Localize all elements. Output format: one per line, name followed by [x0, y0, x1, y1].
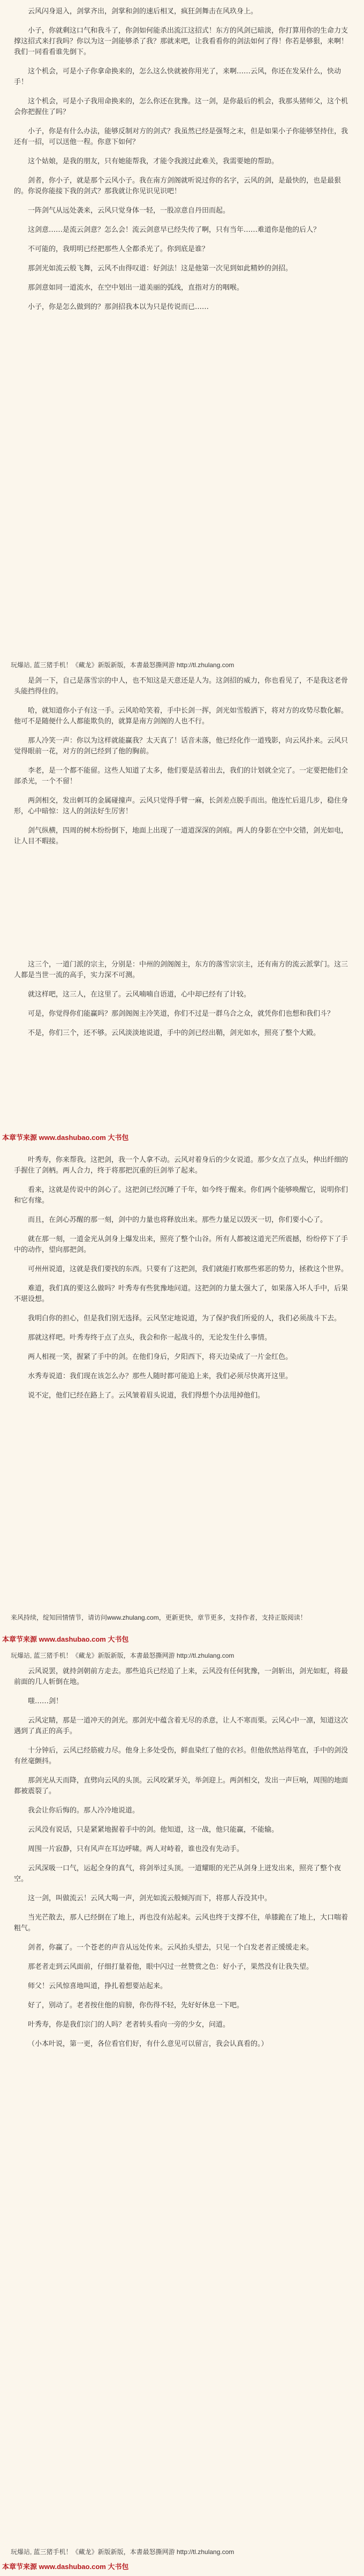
site-banner: [0, 2562, 364, 2572]
paragraph: 那人冷笑一声：你以为这样就能赢我？太天真了！话音未落，他已经化作一道残影，向云风扑来。云风只觉得眼前一花，对方的剑已经到了他的胸前。: [14, 737, 348, 756]
paragraph: 可州州说道，这就是我们要找的东西。只要有了这把剑，我们就能打败那些邪恶的势力，拯救这个世界。: [28, 1265, 348, 1273]
paragraph: 剑者，你赢了。一个苍老的声音从远处传来。云风抬头望去，只见一个白发老者正缓缓走来。: [28, 1944, 314, 1952]
paragraph: 云风说罢，就持剑朝前方走去。那些追兵已经追了上来，云风没有任何犹豫，一剑斩出，剑光如虹，将最前面的几人斩倒在地。: [14, 1667, 348, 1686]
paragraph: （小本叶说，第一更，各位看官们好，有什么意见可以留言，我会认真看的。）: [28, 2040, 268, 2048]
paragraph: 十分钟后，云风已经筋疲力尽。他身上多处受伤，鲜血染红了他的衣衫。但他依然站得笔直，手中的剑没有丝毫颤抖。: [14, 1747, 348, 1765]
paragraph: 云风没有说话，只是紧紧地握着手中的剑。他知道，这一战，他只能赢，不能输。: [28, 1826, 279, 1834]
paragraph-block: [0, 669, 364, 847]
paragraph: 那老者走到云风面前，仔细打量着他，眼中闪过一丝赞赏之色：好小子，果然没有让我失望。: [28, 1963, 314, 1971]
paragraph: 好了，别动了。老者按住他的肩膀，你伤得不轻，先好好休息一下吧。: [28, 2001, 244, 2010]
paragraph: 水秀寿说道：我们现在该怎么办？那些人随时都可能追上来，我们必须尽快离开这里。: [28, 1372, 293, 1380]
paragraph: 小子，你是有什么办法，能够反制对方的剑式？我虽然已经是强弩之末，但是如果小子你能够坚持住，我还有一招，可以送他一程。你意下如何？: [14, 127, 348, 146]
paragraph: 就在那一刻，一道金光从剑身上爆发出来，照亮了整个山谷。所有人都被这道光芒所震撼，纷纷停下了手中的动作，望向那把剑。: [14, 1235, 348, 1254]
promo-notice: 来风持续，绽知回情情节，请访问www.zhulang.com，更新更快，章节更多，支持作者，支持正版阅读！: [11, 1614, 307, 1621]
site-banner-text: 本章节来源 www.dashubao.com 大书包: [2, 1134, 129, 1142]
chapter-segment-3: [0, 953, 364, 1130]
paragraph: 那剑意如同一道流水，在空中划出一道美丽的弧线，直指对方的咽喉。: [28, 284, 244, 292]
watermark-text: 玩爆站, 蓝三猪手机！《藏龙》新版新版，本書最怒撕网游 http://tl.zhulang.com: [11, 2548, 234, 2556]
paragraph: 那就这样吧。叶秀寿终于点了点头，我会和你一起战斗的，无论发生什么事情。: [28, 1334, 272, 1342]
watermark-text: 玩爆站, 蓝三猪手机！《藏龙》新版新版，本書最怒撕网游 http://tl.zhulang.com: [11, 1652, 234, 1659]
paragraph: 那剑光从天而降，直劈向云风的头顶。云风咬紧牙关，举剑迎上。两剑相交，发出一声巨响，周围的地面都被震裂了。: [14, 1777, 348, 1795]
paragraph: 剑气纵横，四周的树木纷纷倒下，地面上出现了一道道深深的剑痕。两人的身影在空中交错，剑光如电，让人目不暇接。: [14, 827, 348, 845]
paragraph: 一阵剑气从远处袭来，云风只觉身体一轻，一股凉意自丹田而起。: [28, 207, 230, 215]
paragraph: 小子，你就剩这口气和我斗了，你剑如何能杀出流江这招式！东方的风剑已暗淡，你打算用你的生命力支撑这招式来打我吗？你以为这一剑能够杀了我？那就来吧，让我看看你的剑法如何了得！你若是够狠，来啊！我们一同看看谁先倒下。: [14, 27, 348, 56]
paragraph: 可是，你觉得你们能赢吗？那剑阁阁主冷笑道，你们不过是一群乌合之众，就凭你们也想和我们斗？: [28, 1010, 335, 1018]
paragraph: 叶秀寿，你是我们宗门的人吗？老者转头看向一旁的少女，问道。: [28, 2021, 230, 2029]
paragraph: 看来，这就是传说中的剑心了。这把剑已经沉睡了千年，如今终于醒来。你们两个能够唤醒它，说明你们和它有缘。: [14, 1186, 348, 1205]
paragraph: 嗤……剑！: [28, 1697, 63, 1705]
paragraph: 这一剑，叫做流云！云风大喝一声，剑光如流云般倾泻而下，将那人吞没其中。: [28, 1894, 272, 1902]
paragraph: 我明白你的担心，但是我们别无选择。云风坚定地说道，为了保护我们所爱的人，我们必须战斗下去。: [28, 1315, 342, 1323]
paragraph-block: [0, 0, 364, 313]
chapter-segment-4: [0, 1149, 364, 1609]
paragraph: 剑者，你小子，就是那个云风小子。我在南方剑阁就听说过你的名字，云风的剑，是最快的，也是最狠的。你说你能接下我的剑式？那我就让你见识见识吧！: [14, 177, 342, 195]
paragraph: 说不定，他们已经在路上了。云风皱着眉头说道，我们得想个办法甩掉他们。: [28, 1392, 265, 1400]
paragraph: 就这样吧，这三人，在这里了。云风喃喃自语道，心中却已经有了计较。: [28, 991, 251, 999]
paragraph: 不可能的，我明明已经把那些人全都杀光了。你到底是谁？: [28, 245, 209, 253]
paragraph: 这个姑娘，是我的朋友，只有她能帮我，才能令我渡过此难关，我需要她的帮助。: [28, 157, 279, 165]
paragraph: 小子，你是怎么做到的？那剑招我本以为只是传说而已……: [28, 303, 209, 311]
paragraph-block: [0, 953, 364, 1039]
paragraph: 云风定睛，那是一道冲天的剑光。那剑光中蕴含着无尽的杀意，让人不寒而栗。云风心中一凛，知道这次遇到了真正的高手。: [14, 1717, 348, 1735]
paragraph: 不是，你们三个，还不够。云风淡淡地说道，手中的剑已经出鞘，剑光如水，照亮了整个大殿。: [28, 1029, 321, 1037]
paragraph: 师父！云风惊喜地叫道，挣扎着想要站起来。: [28, 1982, 168, 1990]
paragraph: 这三个，一道门派的宗主，分别是：中州的剑阁阁主，东方的落雪宗宗主，还有南方的流云派掌门。这三人都是当世一流的高手，实力深不可测。: [14, 961, 348, 979]
paragraph: 周围一片寂静，只有风声在耳边呼啸。两人对峙着，谁也没有先动手。: [28, 1845, 244, 1853]
site-banner: [0, 1132, 364, 1143]
paragraph: 云风闪身退入，剑掌齐出，剑掌和剑的速后相叉，疯狂剑舞击在风玖身上。: [28, 7, 258, 16]
chapter-segment-5: [0, 1660, 364, 2543]
paragraph: 两剑相交，发出刺耳的金属碰撞声。云风只觉得手臂一麻，长剑差点脱手而出。他连忙后退几步，稳住身形，心中暗惊：这人的剑法好生厉害！: [14, 797, 348, 815]
site-banner: [0, 1634, 364, 1645]
paragraph: 那剑光如流云般飞舞，云风不由得叹道：好剑法！这是他第一次见到如此精妙的剑招。: [28, 265, 293, 273]
paragraph: 而且，在剑心苏醒的那一刻，剑中的力量也将释放出来。那些力量足以毁灭一切，你们要小心了。: [28, 1216, 328, 1224]
paragraph: 当光芒散去，那人已经倒在了地上，再也没有站起来。云风也终于支撑不住，单膝跪在了地上，大口喘着粗气。: [14, 1914, 348, 1932]
paragraph: 难道，我们真的要这么做吗？叶秀寿有些犹豫地问道。这把剑的力量太强大了，如果落入坏人手中，后果不堪设想。: [14, 1285, 348, 1303]
paragraph: 两人相视一笑，握紧了手中的剑。在他们身后，夕阳西下，将天边染成了一片金红色。: [28, 1353, 293, 1361]
watermark-text: 玩爆站, 蓝三猪手机！《藏龙》新版新版，本書最怒撕网游 http://tl.zhulang.com: [11, 661, 234, 669]
paragraph: 哈，就知道你小子有这一手。云风哈哈笑着，手中长剑一挥，剑光如雪般洒下，将对方的攻势尽数化解。他可不是随便什么人都能欺负的，就算是南方剑阁的人也不行。: [14, 707, 348, 726]
paragraph: 这剑意……是流云剑意？怎么会！流云剑意早已经失传了啊，只有当年……难道你是他的后人？: [28, 226, 321, 234]
paragraph: 这个机会，可是小子我用命换来的，怎么你还在犹豫。这一剑，是你最后的机会，我那头猪师父，这个机会你把握住了吗？: [14, 97, 348, 116]
site-banner-text: 本章节来源 www.dashubao.com 大书包: [2, 2563, 129, 2571]
chapter-segment-1: [0, 0, 364, 652]
paragraph: 是剑一下，自己是落雪宗的中人，也不知这是天意还是人为。这剑招的威力，你也看见了，不是我这老骨头能挡得住的。: [14, 677, 348, 696]
paragraph: 我会让你后悔的。那人冷冷地说道。: [28, 1807, 140, 1815]
paragraph: 叶秀寿，你来帮我。这把剑，我一个人拿不动。云风对着身后的少女说道。那少女点了点头，伸出纤细的手握住了剑柄。两人合力，终于将那把沉重的巨剑举了起来。: [14, 1156, 348, 1175]
site-banner-text: 本章节来源 www.dashubao.com 大书包: [2, 1635, 129, 1643]
paragraph-block: [0, 1660, 364, 2050]
paragraph: 这个机会，可是小子你拿命换来的，怎么这么快就被你用光了，来啊……云风，你还在发呆什么，快动手！: [14, 67, 342, 86]
paragraph: 李老，是一个都不能留。这些人知道了太多，他们要是活着出去，我们的计划就全完了。一定要把他们全部杀光，一个不留！: [14, 767, 348, 785]
paragraph: 云风深吸一口气，运起全身的真气，将剑举过头顶。一道耀眼的光芒从剑身上迸发出来，照亮了整个夜空。: [14, 1864, 342, 1883]
paragraph-block: [0, 1149, 364, 1401]
chapter-segment-2: [0, 669, 364, 948]
